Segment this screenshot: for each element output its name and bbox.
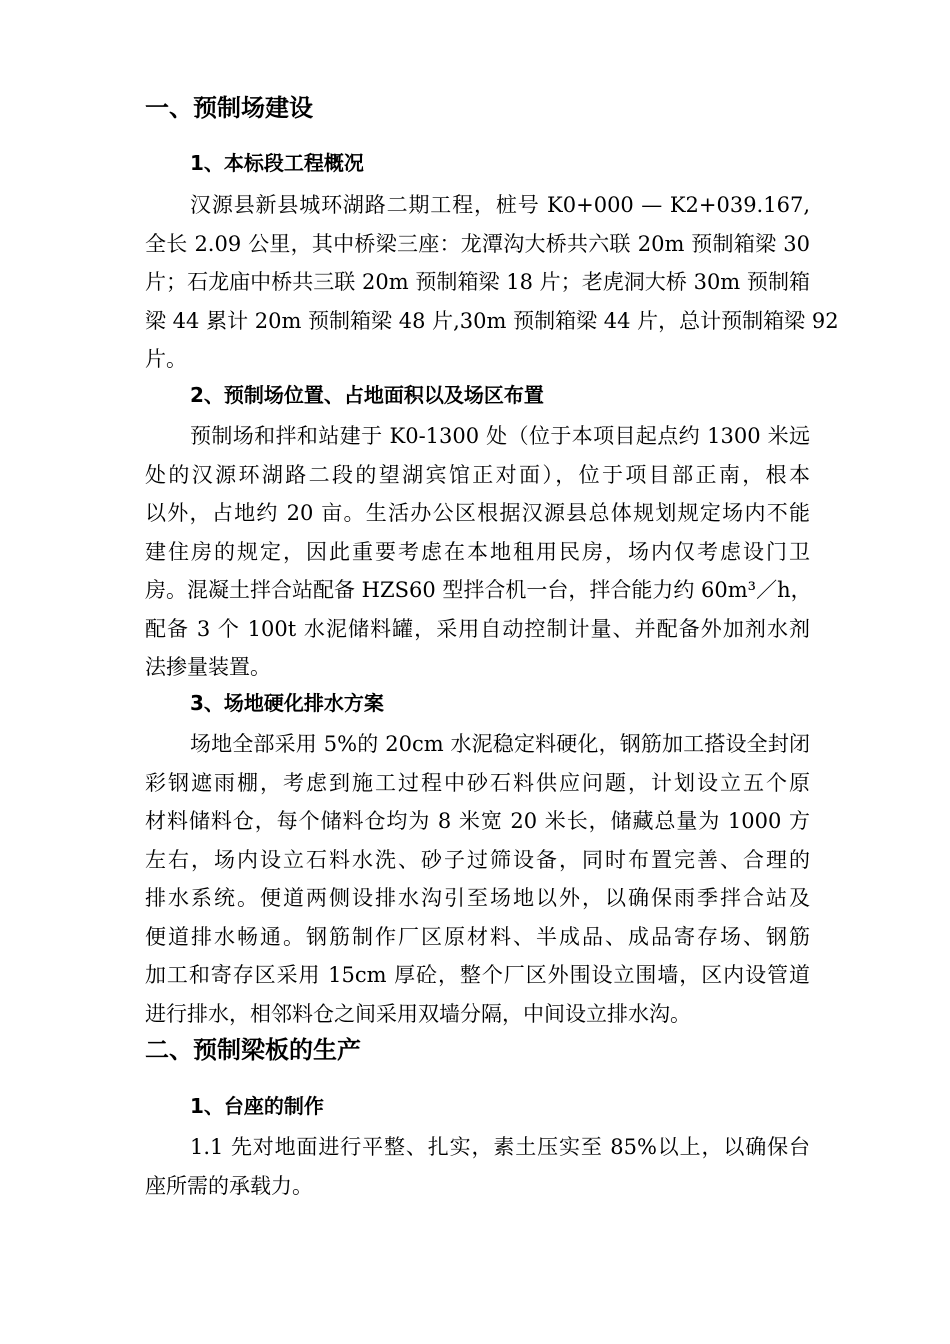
paragraph-line: 排水系统。便道两侧设排水沟引至场地以外，以确保雨季拌合站及 — [145, 886, 810, 910]
paragraph-line: 配备 3 个 100t 水泥储料罐，采用自动控制计量、并配备外加剂水剂 — [145, 616, 810, 641]
paragraph-line: 处的汉源环湖路二段的望湖宾馆正对面），位于项目部正南，根本 — [145, 462, 810, 487]
paragraph-line: 预制场和拌和站建于 K0-1300 处（位于本项目起点约 1300 米远 — [190, 424, 810, 448]
paragraph-line: 场地全部采用 5%的 20cm 水泥稳定料硬化，钢筋加工搭设全封闭 — [190, 732, 810, 756]
subsection-heading-location: 2、预制场位置、占地面积以及场区布置 — [190, 383, 544, 407]
paragraph-line: 梁 44 累计 20m 预制箱梁 48 片,30m 预制箱梁 44 片，总计预制箱梁 92 — [145, 308, 839, 333]
paragraph-line: 彩钢遮雨棚，考虑到施工过程中砂石料供应问题，计划设立五个原 — [145, 770, 810, 795]
section-heading-preform-yard: 一、预制场建设 — [145, 94, 313, 122]
paragraph-line: 左右，场内设立石料水洗、砂子过筛设备，同时布置完善、合理的 — [145, 847, 810, 872]
paragraph-line: 加工和寄存区采用 15cm 厚砼，整个厂区外围设立围墙，区内设管道 — [145, 963, 810, 987]
paragraph-line: 汉源县新县城环湖路二期工程，桩号 K0+000 — K2+039.167, — [190, 193, 810, 217]
paragraph-line: 法掺量装置。 — [145, 655, 271, 679]
paragraph-line: 全长 2.09 公里，其中桥梁三座：龙潭沟大桥共六联 20m 预制箱梁 30 — [145, 231, 810, 256]
subsection-heading-pedestal: 1、台座的制作 — [190, 1094, 324, 1118]
paragraph-line: 便道排水畅通。钢筋制作厂区原材料、半成品、成品寄存场、钢筋 — [145, 924, 810, 949]
paragraph-line: 片。 — [145, 347, 187, 371]
paragraph-line: 房。混凝土拌合站配备 HZS60 型拌合机一台，拌合能力约 60m³／h， — [145, 578, 812, 602]
paragraph-pedestal — [145, 1128, 810, 1205]
paragraph-line: 材料储料仓，每个储料仓均为 8 米宽 20 米长，储藏总量为 1000 方 — [145, 809, 810, 833]
paragraph-line: 建住房的规定，因此重要考虑在本地租用民房，场内仅考虑设门卫 — [145, 539, 810, 564]
paragraph-drainage — [145, 725, 810, 1033]
paragraph-overview — [145, 186, 839, 379]
paragraph-line: 片；石龙庙中桥共三联 20m 预制箱梁 18 片；老虎洞大桥 30m 预制箱 — [145, 270, 810, 294]
section-heading-beam-production: 二、预制梁板的生产 — [145, 1036, 361, 1064]
paragraph-line: 座所需的承载力。 — [145, 1173, 313, 1198]
subsection-heading-overview: 1、本标段工程概况 — [190, 151, 364, 175]
paragraph-line: 进行排水，相邻料仓之间采用双墙分隔，中间设立排水沟。 — [145, 1001, 691, 1026]
paragraph-line: 1.1 先对地面进行平整、扎实，素土压实至 85%以上，以确保台 — [190, 1135, 810, 1159]
paragraph-location — [145, 417, 810, 687]
paragraph-line: 以外，占地约 20 亩。生活办公区根据汉源县总体规划规定场内不能 — [145, 501, 810, 525]
subsection-heading-drainage: 3、场地硬化排水方案 — [190, 691, 384, 715]
